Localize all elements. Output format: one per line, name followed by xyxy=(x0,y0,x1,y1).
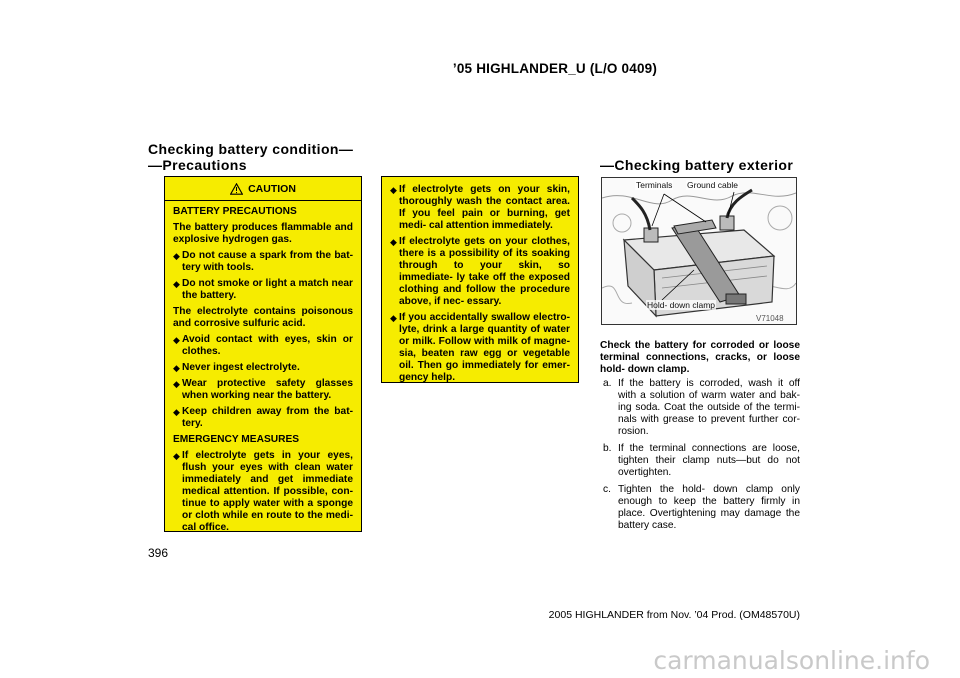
caution-body xyxy=(165,201,361,544)
list-item: ◆ Do not cause a spark from the bat- tery with tools. xyxy=(173,250,353,273)
list-item: ◆ If you accidentally swallow electro- lyte, drink a large quantity of water or milk. Follow with milk of magne- sia, beaten raw egg or vegetable oil. Then go immediately for emer- gency help. xyxy=(390,312,570,383)
diamond-bullet-icon: ◆ xyxy=(173,379,180,389)
caution-box xyxy=(164,176,362,532)
list-item: ◆ Keep children away from the bat- tery. xyxy=(173,406,353,429)
warning-triangle-icon xyxy=(230,183,243,195)
left-heading-line1: Checking battery condition— xyxy=(148,141,354,157)
figure-code: V71048 xyxy=(756,314,784,323)
electrolyte-intro: The electrolyte contains poisonous and corrosive sulfuric acid. xyxy=(173,306,353,329)
diamond-bullet-icon: ◆ xyxy=(173,251,180,261)
battery-illustration xyxy=(601,177,797,325)
diamond-bullet-icon: ◆ xyxy=(173,451,180,461)
emergency-heading: EMERGENCY MEASURES xyxy=(173,434,300,445)
check-instruction: Check the battery for corroded or loose terminal connections, cracks, or loose hold- down clamp. xyxy=(600,340,800,375)
caution-continuation-box xyxy=(381,176,579,383)
list-item: ◆ If electrolyte gets in your eyes, flush your eyes with clean water immediately and get immediate medical attention. If possible, con- tinue to apply water with a sponge or cloth while en route to the medi- cal office. xyxy=(173,450,353,533)
list-item: ◆ If electrolyte gets on your clothes, there is a possibility of its soaking through to your skin, so immediate- ly take off the exposed clothing and follow the procedure above, if nec- essary. xyxy=(390,236,570,307)
left-heading-line2: —Precautions xyxy=(148,157,247,173)
list-item: b. If the terminal connections are loose, tighten their clamp nuts—but do not overtighten. xyxy=(603,443,800,478)
diamond-bullet-icon: ◆ xyxy=(173,363,180,373)
ground-cable-label: Ground cable xyxy=(687,180,739,190)
caution-header xyxy=(165,177,361,201)
continuation-body xyxy=(382,177,578,394)
hold-down-clamp-label: Hold- down clamp xyxy=(647,300,716,310)
battery-intro: The battery produces flammable and explosive hydrogen gas. xyxy=(173,222,353,245)
diamond-bullet-icon: ◆ xyxy=(390,313,397,323)
list-item: c. Tighten the hold- down clamp only enough to keep the battery firmly in place. Overtightening may damage the battery case. xyxy=(603,484,800,531)
diamond-bullet-icon: ◆ xyxy=(173,335,180,345)
document-header: ’05 HIGHLANDER_U (L/O 0409) xyxy=(452,61,658,76)
diamond-bullet-icon: ◆ xyxy=(173,279,180,289)
left-section-heading xyxy=(148,141,368,173)
watermark: carmanualsonline.info xyxy=(653,646,930,675)
terminals-label: Terminals xyxy=(636,180,673,190)
document-footer: 2005 HIGHLANDER from Nov. ’04 Prod. (OM48570U) xyxy=(548,609,800,621)
diamond-bullet-icon: ◆ xyxy=(173,407,180,417)
list-item: a. If the battery is corroded, wash it off with a solution of warm water and bak- ing soda. Coat the outside of the termi- nals with grease to prevent further cor- rosion. xyxy=(603,378,800,437)
right-section-heading: —Checking battery exterior xyxy=(600,157,794,173)
steps-list xyxy=(600,378,800,537)
diamond-bullet-icon: ◆ xyxy=(390,185,397,195)
list-item: ◆ If electrolyte gets on your skin, thoroughly wash the contact area. If you feel pain or burning, get medi- cal attention immediately. xyxy=(390,184,570,231)
list-item: ◆ Wear protective safety glasses when working near the battery. xyxy=(173,378,353,401)
caution-title: CAUTION xyxy=(248,182,296,195)
battery-precautions-heading: BATTERY PRECAUTIONS xyxy=(173,206,297,217)
list-item: ◆ Avoid contact with eyes, skin or clothes. xyxy=(173,334,353,357)
page-number: 396 xyxy=(148,546,169,560)
list-item: ◆ Do not smoke or light a match near the battery. xyxy=(173,278,353,301)
list-item: ◆ Never ingest electrolyte. xyxy=(173,362,300,373)
diamond-bullet-icon: ◆ xyxy=(390,237,397,247)
